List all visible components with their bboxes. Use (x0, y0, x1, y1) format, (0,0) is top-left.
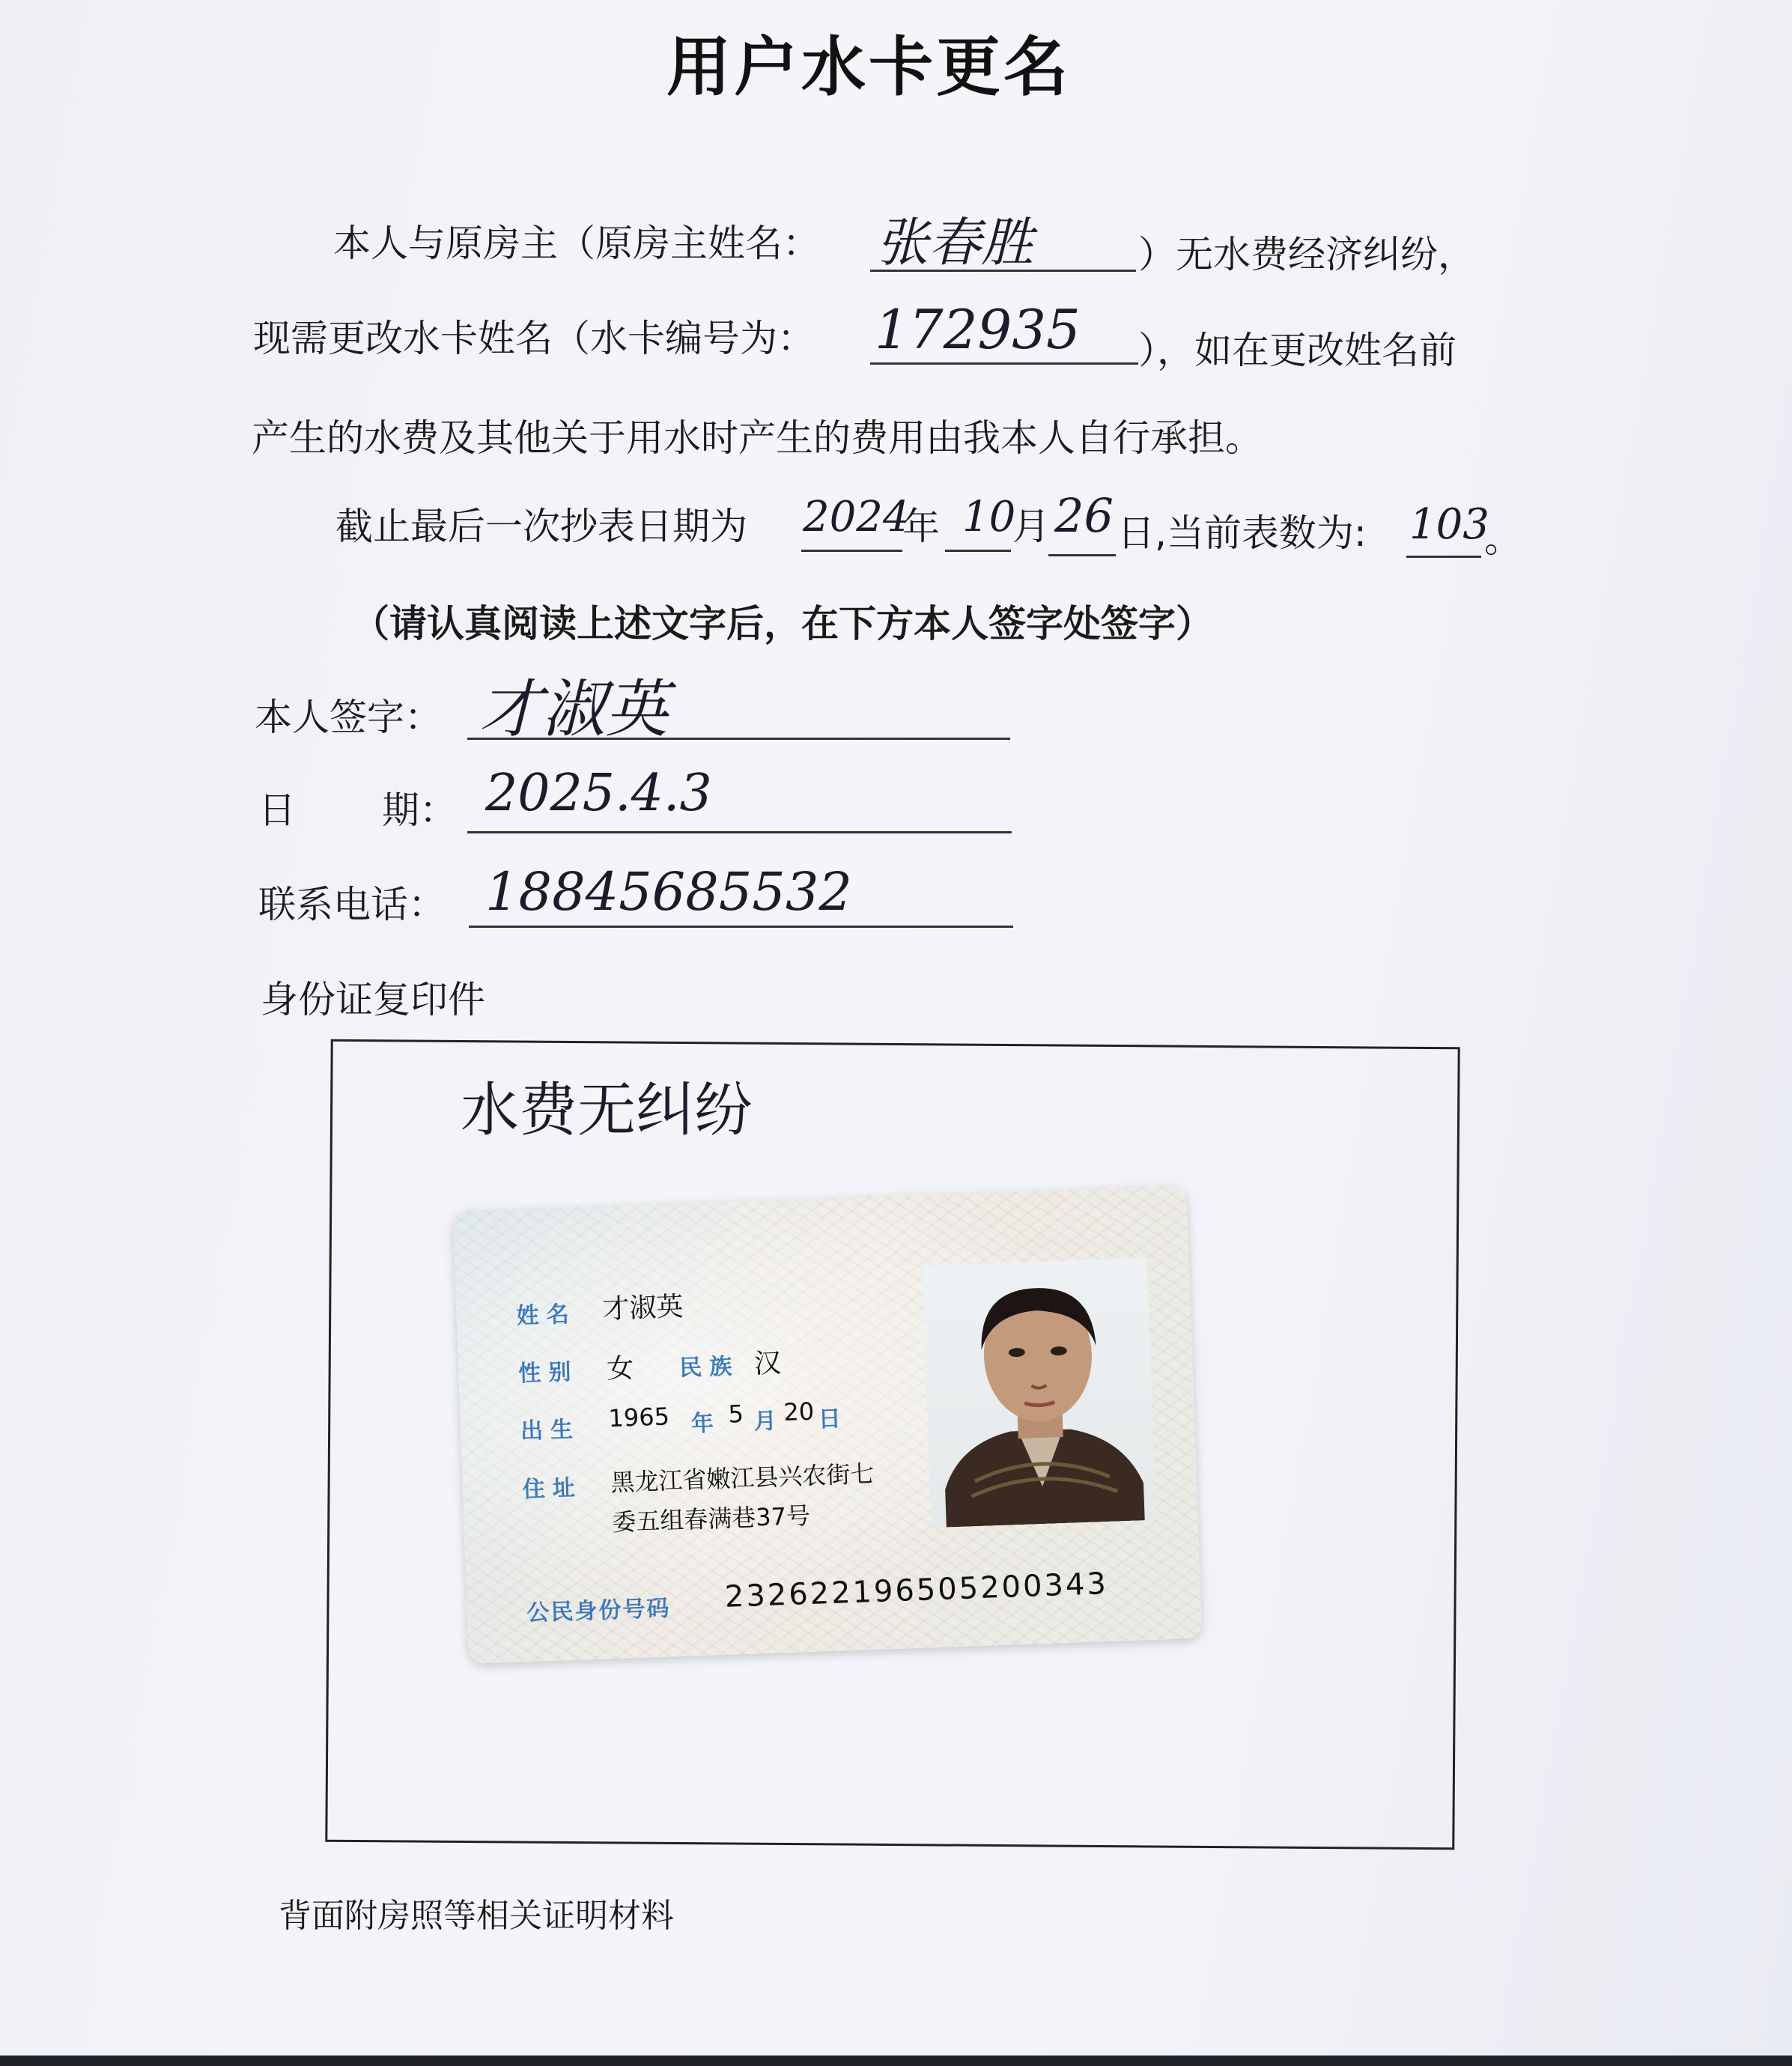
reading-month-underline (945, 550, 1011, 552)
id-name: 才淑英 (601, 1291, 684, 1325)
id-address-line2: 委五组春满巷37号 (611, 1501, 811, 1537)
id-ethnic-label: 民族 (678, 1353, 740, 1382)
phone-handwritten: 18845685532 (485, 861, 852, 923)
id-card-photo (453, 1185, 1203, 1664)
card-number-handwritten: 172935 (875, 298, 1081, 361)
id-sex: 女 (606, 1352, 634, 1385)
date-label-part2: 期： (382, 789, 457, 832)
reading-end: 。 (1484, 517, 1522, 561)
id-birth-year-unit: 年 (690, 1410, 714, 1438)
statement-line-2-prefix: 现需更改水卡姓名（水卡编号为： (253, 317, 815, 360)
phone-underline (469, 926, 1013, 928)
id-birth-year: 1965 (607, 1402, 670, 1433)
reading-year-handwritten: 2024 (803, 493, 910, 541)
id-birth-month: 5 (727, 1399, 744, 1429)
signature-label: 本人签字： (255, 696, 442, 739)
id-birth-day: 20 (783, 1397, 815, 1427)
id-birth-label: 出生 (520, 1416, 581, 1445)
id-sex-label: 性别 (517, 1358, 579, 1388)
id-ethnic: 汉 (753, 1348, 782, 1380)
reading-year-underline (801, 550, 902, 552)
owner-name-handwritten: 张春胜 (876, 212, 1033, 273)
meter-reading-handwritten: 103 (1409, 500, 1489, 549)
id-copy-label: 身份证复印件 (261, 978, 485, 1021)
id-birth-month-unit: 月 (753, 1408, 777, 1435)
signature-underline (467, 738, 1010, 740)
id-portrait (923, 1258, 1156, 1528)
date-label-part1: 日 (258, 789, 296, 832)
scan-edge (0, 2056, 1792, 2066)
date-underline (467, 831, 1012, 833)
statement-line-1-prefix: 本人与原房主（原房主姓名： (333, 222, 820, 265)
id-number-label: 公民身份号码 (526, 1595, 672, 1627)
reading-day-underline (1048, 554, 1116, 556)
signing-instruction: （请认真阅读上述文字后，在下方本人签字处签字） (352, 602, 1213, 645)
reading-prefix: 截止最后一次抄表日期为 (335, 505, 747, 548)
owner-name-underline (870, 270, 1136, 272)
phone-label: 联系电话： (258, 883, 446, 926)
signature-handwritten: 才淑英 (479, 672, 669, 746)
id-name-label: 姓名 (516, 1301, 577, 1330)
id-birth-day-unit: 日 (818, 1406, 842, 1433)
card-number-underline (870, 362, 1138, 365)
reading-day-handwritten: 26 (1054, 488, 1114, 543)
reading-month-handwritten: 10 (962, 493, 1016, 541)
id-address-label: 住址 (522, 1474, 583, 1504)
id-number: 232622196505200343 (724, 1567, 1109, 1614)
handwritten-note: 水费无纠纷 (461, 1077, 753, 1144)
footer-note: 背面附房照等相关证明材料 (279, 1897, 674, 1935)
statement-line-1-suffix: ）无水费经济纠纷， (1138, 233, 1475, 276)
page-title: 用户水卡更名 (666, 30, 1071, 105)
statement-line-3: 产生的水费及其他关于用水时产生的费用由我本人自行承担。 (252, 416, 1263, 460)
meter-reading-underline (1406, 556, 1481, 558)
reading-year-unit: 年 (902, 505, 940, 548)
reading-day-unit: 日,当前表数为: (1117, 511, 1367, 555)
reading-month-unit: 月 (1012, 505, 1050, 548)
statement-line-2-suffix: ），如在更改姓名前 (1138, 329, 1457, 372)
portrait-image (923, 1258, 1156, 1528)
id-address-line1: 黑龙江省嫩江县兴农街七 (610, 1459, 875, 1498)
date-handwritten: 2025.4.3 (485, 764, 712, 823)
